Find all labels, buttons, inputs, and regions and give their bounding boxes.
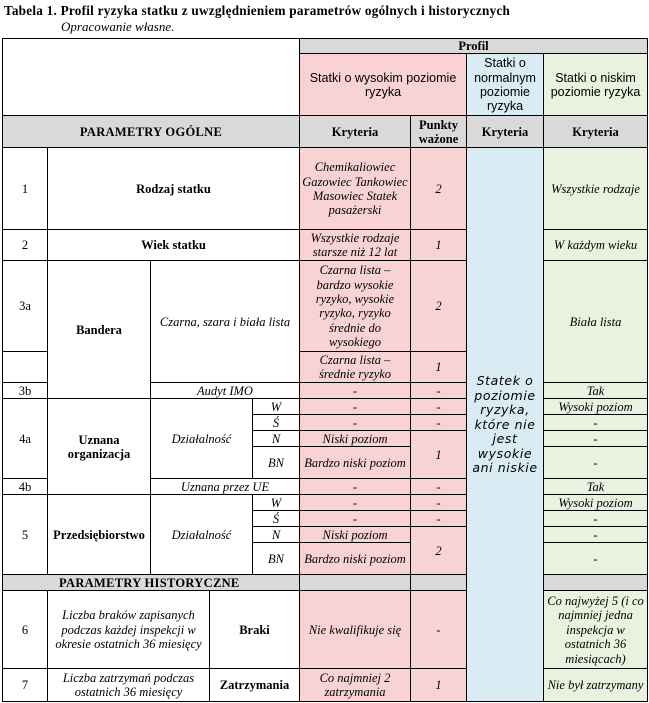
high-criteria: Czarna lista – średnie ryzyko <box>300 352 411 383</box>
row-number: 4a <box>3 399 48 479</box>
table-row <box>3 230 648 261</box>
normal-risk-header: Statki o normalnym poziomie ryzyka <box>467 54 544 116</box>
low-criteria: Biała lista <box>544 261 648 383</box>
table-title: Tabela 1. Profil ryzyka statku z uwzględnieniem parametrów ogólnych i historycznych <box>4 3 511 18</box>
parameter-name: Zatrzymania <box>210 669 300 702</box>
normal-criteria-header: Kryteria <box>467 116 544 148</box>
parameter-name: Braki <box>210 591 300 669</box>
weighted-points: - <box>411 495 467 511</box>
table-row <box>3 575 648 591</box>
high-criteria: Wszystkie rodzaje starsze niż 12 lat <box>300 230 411 261</box>
weighted-points: 1 <box>411 352 467 383</box>
parameter-description: Liczba braków zapisanych podczas każdej inspekcji w okresie ostatnich 36 miesięcy <box>48 591 210 669</box>
weighted-points: - <box>411 383 467 399</box>
low-criteria: Tak <box>544 479 648 495</box>
low-criteria-header: Kryteria <box>544 116 648 148</box>
weighted-points: 2 <box>411 527 467 575</box>
low-criteria: Wysoki poziom <box>544 399 648 415</box>
parameter-subcategory: Działalność <box>151 399 253 479</box>
level-label: Ś <box>253 415 300 431</box>
profil-header: Profil <box>300 39 648 54</box>
table-row <box>3 495 648 511</box>
header-blank-cell <box>300 575 411 591</box>
weighted-points: - <box>411 479 467 495</box>
low-criteria: Wszystkie rodzaje <box>544 148 648 230</box>
low-criteria: - <box>544 415 648 431</box>
level-label: Ś <box>253 511 300 527</box>
high-criteria: - <box>300 415 411 431</box>
high-criteria: Bardzo niski poziom <box>300 447 411 479</box>
row-number: 3a <box>3 261 48 352</box>
parameter-name: Bandera <box>48 261 151 399</box>
header-blank-cell <box>411 575 467 591</box>
weighted-points: 1 <box>411 230 467 261</box>
table-row <box>3 261 648 352</box>
parameter-name: Rodzaj statku <box>48 148 300 230</box>
table-row <box>3 148 648 230</box>
row-number-blank <box>3 352 48 383</box>
parameter-description: Liczba zatrzymań podczas ostatnich 36 miesięcy <box>48 669 210 702</box>
high-criteria: Nie kwalifikuje się <box>300 591 411 669</box>
normal-risk-criteria: Statek o poziomie ryzyka, które nie jest wysokie ani niskie <box>467 148 544 702</box>
level-label: W <box>253 399 300 415</box>
level-label: BN <box>253 543 300 575</box>
row-number: 1 <box>3 148 48 230</box>
weighted-points: 2 <box>411 261 467 352</box>
weighted-points: - <box>411 415 467 431</box>
weighted-points: 1 <box>411 431 467 479</box>
table-row <box>3 669 648 702</box>
parameter-subcategory: Czarna, szara i biała lista <box>151 261 300 383</box>
parameter-name: Przedsiębiorstwo <box>48 495 151 575</box>
low-criteria: - <box>544 511 648 527</box>
high-criteria: Co najmniej 2 zatrzymania <box>300 669 411 702</box>
low-criteria: - <box>544 543 648 575</box>
table-source: Opracowanie własne. <box>61 19 175 34</box>
low-criteria: Nie był zatrzymany <box>544 669 648 702</box>
high-criteria: Czarna lista – bardzo wysokie ryzyko, wysokie ryzyko, ryzyko średnie do wysokiego <box>300 261 411 352</box>
high-criteria: - <box>300 399 411 415</box>
high-criteria: Niski poziom <box>300 527 411 543</box>
high-criteria: Bardzo niski poziom <box>300 543 411 575</box>
high-criteria: - <box>300 383 411 399</box>
level-label: N <box>253 527 300 543</box>
high-risk-header: Statki o wysokim poziomie ryzyka <box>300 54 467 116</box>
row-number: 2 <box>3 230 48 261</box>
high-criteria: Chemikaliowiec Gazowiec Tankowiec Masowiec Statek pasażerski <box>300 148 411 230</box>
low-criteria: W każdym wieku <box>544 230 648 261</box>
high-criteria: - <box>300 495 411 511</box>
low-criteria: Co najwyżej 5 (i co najmniej jedna inspekcja w ostatnich 36 miesiącach) <box>544 591 648 669</box>
weighted-points: 2 <box>411 148 467 230</box>
low-risk-header: Statki o niskim poziomie ryzyka <box>544 54 648 116</box>
low-criteria: Wysoki poziom <box>544 495 648 511</box>
parameter-subcategory: Działalność <box>151 495 253 575</box>
parameter-subcategory: Uznana przez UE <box>151 479 300 495</box>
level-label: N <box>253 431 300 447</box>
parameter-name: Uznana organizacja <box>48 399 151 495</box>
table-row <box>3 399 648 415</box>
weighted-points: - <box>411 399 467 415</box>
risk-profile-table <box>2 38 648 702</box>
row-number: 4b <box>3 479 48 495</box>
low-criteria: - <box>544 527 648 543</box>
weighted-points: - <box>411 591 467 669</box>
general-parameters-header: PARAMETRY OGÓLNE <box>3 116 300 148</box>
level-label: W <box>253 495 300 511</box>
level-label: BN <box>253 447 300 479</box>
row-number: 7 <box>3 669 48 702</box>
low-criteria: Tak <box>544 383 648 399</box>
row-number: 3b <box>3 383 48 399</box>
high-criteria: - <box>300 479 411 495</box>
row-number: 6 <box>3 591 48 669</box>
weighted-points: 1 <box>411 669 467 702</box>
row-number: 5 <box>3 495 48 575</box>
table-row <box>3 591 648 669</box>
table-caption <box>4 3 644 34</box>
parameter-name: Wiek statku <box>48 230 300 261</box>
high-criteria: Niski poziom <box>300 431 411 447</box>
header-blank-cell <box>3 39 300 116</box>
weighted-points: - <box>411 511 467 527</box>
high-criteria-header: Kryteria <box>300 116 411 148</box>
weighted-points-header: Punkty ważone <box>411 116 467 148</box>
low-criteria: - <box>544 431 648 447</box>
header-blank-cell <box>544 575 648 591</box>
parameter-subcategory: Audyt IMO <box>151 383 300 399</box>
low-criteria: - <box>544 447 648 479</box>
historical-parameters-header: PARAMETRY HISTORYCZNE <box>3 575 300 591</box>
high-criteria: - <box>300 511 411 527</box>
